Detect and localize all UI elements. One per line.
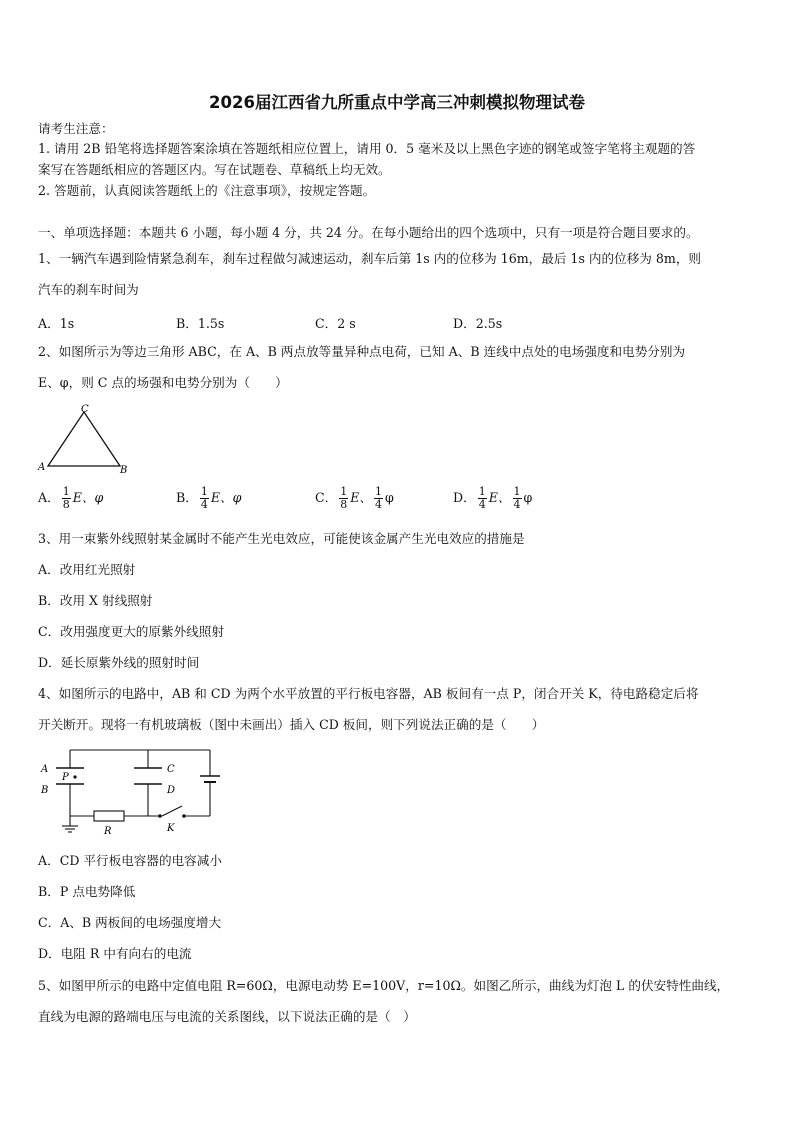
q2-stem-line2: E、φ，则 C 点的场强和电势分别为（ ）: [38, 375, 288, 390]
label-d: D: [167, 785, 176, 796]
label-k: K: [167, 823, 175, 834]
q1-option-d: D．2.5s: [453, 316, 503, 331]
label-p: P: [62, 772, 69, 783]
q3-option-a: A．改用红光照射: [38, 562, 136, 577]
point-p: [73, 775, 76, 778]
q4-option-c: C．A、B 两板间的电场强度增大: [38, 915, 222, 930]
notice-line-2: 2. 答题前，认真阅读答题纸上的《注意事项》，按规定答题。: [38, 183, 376, 198]
notice-line-1b: 案写在答题纸相应的答题区内。写在试题卷、草稿纸上均无效。: [38, 162, 391, 177]
label-c: C: [81, 404, 89, 415]
notice-line-1a: 1. 请用 2B 铅笔将选择题答案涂填在答题纸相应位置上，请用 0．5 毫米及以上黑色字迹的钢笔或签字笔将主观题的答: [38, 141, 696, 156]
q1-option-c: C．2 s: [315, 316, 356, 331]
label-b: B: [41, 785, 49, 796]
q3-option-c: C．改用强度更大的原紫外线照射: [38, 624, 224, 639]
switch-k: [162, 806, 182, 816]
section-heading: 一、单项选择题：本题共 6 小题，每小题 4 分，共 24 分。在每小题给出的四个选项中，只有一项是符合题目要求的。: [38, 225, 699, 240]
q1-stem-line1: 1、一辆汽车遇到险情紧急刹车，刹车过程做匀减速运动，刹车后第 1s 内的位移为 16m，最后 1s 内的位移为 8m，则: [38, 251, 702, 266]
label-a: A: [38, 462, 46, 473]
label-r: R: [104, 826, 112, 837]
page-title: 2026届江西省九所重点中学高三冲刺模拟物理试卷: [209, 93, 585, 112]
q4-option-a: A．CD 平行板电容器的电容减小: [38, 853, 222, 868]
label-b: B: [120, 465, 128, 476]
notice-heading: 请考生注意：: [38, 121, 114, 136]
q1-stem-line2: 汽车的刹车时间为: [38, 282, 139, 297]
q2-option-d: D． $\frac{1}{4}$ E、 $\frac{1}{4}$ φ: [453, 485, 533, 511]
label-c: C: [167, 764, 175, 775]
q4-option-b: B．P 点电势降低: [38, 884, 136, 899]
q3-option-d: D．延长原紫外线的照射时间: [38, 655, 200, 670]
q3-stem: 3、用一束紫外线照射某金属时不能产生光电效应，可能使该金属产生光电效应的措施是: [38, 531, 525, 546]
q3-option-b: B．改用 X 射线照射: [38, 593, 153, 608]
q2-stem-line1: 2、如图所示为等边三角形 ABC，在 A、B 两点放等量异种点电荷，已知 A、B 连线中点处的电场强度和电势分别为: [38, 344, 686, 359]
q4-stem-line2: 开关断开。现将一有机玻璃板（图中未画出）插入 CD 板间，则下列说法正确的是（ ）: [38, 717, 545, 732]
q2-option-b: B． $\frac{1}{4}$ E、φ: [176, 485, 242, 511]
q1-option-a: A．1s: [38, 316, 75, 331]
q2-option-c: C． $\frac{1}{8}$ E、 $\frac{1}{4}$ φ: [315, 485, 394, 511]
triangle-figure: [36, 400, 136, 476]
q5-stem-line1: 5、如图甲所示的电路中定值电阻 R=60Ω，电源电动势 E=100V，r=10Ω。如图乙所示，曲线为灯泡 L 的伏安特性曲线，: [38, 978, 730, 993]
circuit-figure: [36, 742, 226, 838]
equilateral-triangle: [48, 412, 120, 466]
q4-option-d: D．电阻 R 中有向右的电流: [38, 946, 192, 961]
q4-stem-line1: 4、如图所示的电路中，AB 和 CD 为两个水平放置的平行板电容器，AB 板间有一点 P，闭合开关 K，待电路稳定后将: [38, 686, 699, 701]
q5-stem-line2: 直线为电源的路端电压与电流的关系图线，以下说法正确的是（ ）: [38, 1009, 416, 1024]
resistor-r: [94, 811, 124, 821]
q2-option-a: A． $\frac{1}{8}$ E、φ: [38, 485, 104, 511]
q1-option-b: B．1.5s: [176, 316, 225, 331]
label-a: A: [41, 764, 49, 775]
